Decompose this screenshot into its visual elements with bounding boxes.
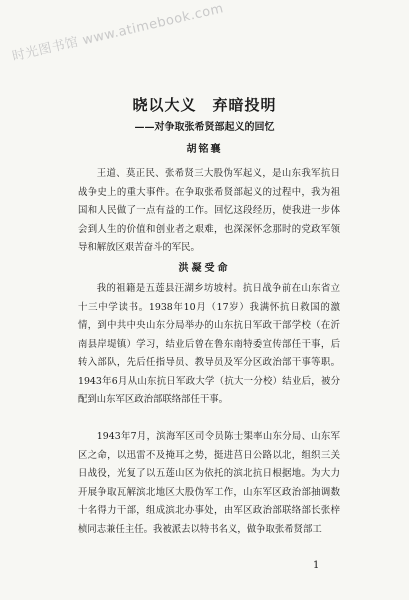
body-paragraph-1: 我的祖籍是五莲县汪湖乡坊坡村。抗日战争前在山东省立十三中学读书。1938年10月（17岁）我满怀抗日救国的激情，到中共中央山东分局举办的山东抗日军政干部学校（在沂南县岸堤镇）学习，结业后曾在鲁东南特委宣传部任干事，后转入部队，先后任指导员、教导员及军分区政治部干事等职。1943年6月从山东抗日军政大学（抗大一分校）结业后，被分配到山东军区政治部联络部任干事。 [78, 283, 340, 405]
article-subtitle: ——对争取张希贤部起义的回忆 [134, 122, 275, 133]
section-heading: 洪凝受命 [178, 263, 231, 274]
author-name: 胡铭襄 [186, 144, 223, 155]
page-number: 1 [313, 560, 320, 571]
watermark: 时光图书馆 www.atimebook.com [10, 1, 226, 65]
body-paragraph-2: 1943年7月，滨海军区司令员陈士榘率山东分局、山东军区之命，以迅雷不及掩耳之势，挺进莒日公路以北，组织三关日战役，光复了以五莲山区为依托的滨北抗日根据地。为大力开展争取瓦解滨北地区大股伪军工作，山东军区政治部抽调数十名得力干部，组成滨北办事处，由军区政治部联络部长张梓桢同志兼任主任。我被派去以特书名义，做争取张希贤部工 [78, 431, 340, 535]
article-title: 晓以大义 弃暗投明 [132, 96, 277, 114]
intro-paragraph: 王道、莫正民、张希贤三大股伪军起义，是山东我军抗日战争史上的重大事件。在争取张希贤部起义的过程中，我为祖国和人民做了一点有益的工作。回忆这段经历，使我进一步体会到人生的价值和创业者之艰难，也深深怀念那时的党政军领导和解放区艰苦奋斗的军民。 [78, 168, 340, 253]
